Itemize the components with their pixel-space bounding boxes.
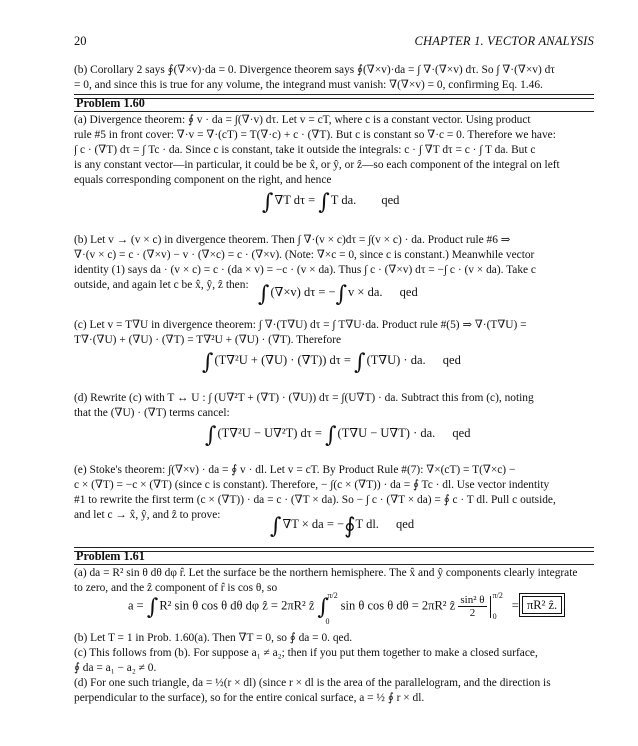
intro-line: (b) Corollary 2 says ∮(∇×v)·da = 0. Divergence theorem says ∮(∇×v)·da = ∫ ∇·(∇×v) dτ. So ∫ ∇·(∇×v) dτ <box>74 64 555 76</box>
integral-sign: ∫ <box>205 423 217 448</box>
integral-sign: ∫ <box>258 282 270 307</box>
evaluation-bar: π/2 0 <box>490 596 509 618</box>
problem-title: Problem 1.61 <box>76 549 145 563</box>
text-line: and let c → x̂, ŷ, and ẑ to prove: <box>74 509 221 521</box>
title-underline <box>74 111 594 112</box>
equation-b: ∫(∇×v) dτ = −∫v × da. qed <box>258 282 418 307</box>
text-line: (d) Rewrite (c) with T ↔ U : ∫ (U∇²T + (∇T) · (∇U)) dτ = ∫(U∇T) · da. Subtract this from (c), noting <box>74 392 534 404</box>
text-line: (a) Divergence theorem: ∮ v · da = ∫(∇·v) dτ. Let v = cT, where c is a constant vector. Using product <box>74 114 531 126</box>
text-line: (e) Stoke's theorem: ∫(∇×v) · da = ∮ v · dl. Let v = cT. By Product Rule #(7): ∇×(cT) = T(∇×c) − <box>74 464 516 476</box>
text-line: (a) da = R² sin θ dθ dφ r̂. Let the surface be the northern hemisphere. The x̂ and ŷ components clearly integrate <box>74 567 578 579</box>
equation-d: ∫(T∇²U − U∇²T) dτ = ∫(T∇U − U∇T) · da. qed <box>205 423 471 448</box>
integral-sign: ∫ <box>202 350 214 375</box>
equation-161a: a = ∫R² sin θ cos θ dθ dφ ẑ = 2πR² ẑ ∫ π/2 0 sin θ cos θ dθ = 2πR² ẑ $\frac{\text{sin² θ}}{2}$ π/2 0 = πR² ẑ. <box>128 594 562 620</box>
integral-sign: ∫ <box>270 514 282 539</box>
chapter-header: CHAPTER 1. VECTOR ANALYSIS <box>414 34 594 48</box>
text-line: perpendicular to the surface), so for the entire conical surface, a = ½ ∮ r × dl. <box>74 692 425 704</box>
fraction: $\frac{\text{sin² θ}}{2}$ <box>460 594 485 619</box>
integral-sign: ∫ <box>318 190 330 215</box>
text-line: that the (∇U) · (∇T) terms cancel: <box>74 407 230 419</box>
equation-a: ∫∇T dτ = ∫T da. qed <box>262 190 400 215</box>
integral-sign: ∫ <box>325 423 337 448</box>
qed-mark: qed <box>442 353 461 367</box>
text-line: (b) Let v → (v × c) in divergence theorem. Then ∫ ∇·(v × c)dτ = ∫(v × c) · da. Product rule #6 ⇒ <box>74 234 511 246</box>
text-line: c × (∇T) = −c × (∇T) (since c is constant). Therefore, − ∫(c × (∇T)) · da = ∮ Tc · dl. Use vector indentity <box>74 479 550 491</box>
text-line: to zero, and the ẑ component of r̂ is cos θ, so <box>74 582 278 594</box>
problem-divider <box>74 94 594 99</box>
text-line: (b) Let T = 1 in Prob. 1.60(a). Then ∇T = 0, so ∮ da = 0. qed. <box>74 632 353 644</box>
title-underline <box>74 564 594 565</box>
text-line: (d) For one such triangle, da = ½(r × dl) (since r × dl is the area of the parallelogram, and the direction is <box>74 677 551 689</box>
text-line: ∫ c · (∇T) dτ = ∫ Tc · da. Since c is constant, take it outside the integrals: c · ∫ ∇T dτ = c · ∫ T da. But c <box>74 144 536 156</box>
text-line: is any constant vector—in particular, it could be be x̂, or ŷ, or ẑ—so each component of the integral on left <box>74 159 560 171</box>
text-line: (c) This follows from (b). For suppose a₁ ≠ a₂; then if you put them together to make a closed surface, <box>74 647 538 659</box>
equation-e: ∫∇T × da = −∮T dl. qed <box>270 514 415 539</box>
intro-line: = 0, and since this is true for any volume, the integrand must vanish: ∇(∇×v) = 0, confirming Eq. 1.46. <box>74 79 543 91</box>
text-line: equals corresponding component on the right, and hence <box>74 174 332 186</box>
text-line: rule #5 in front cover: ∇·v = ∇·(cT) = T(∇·c) + c · (∇T). But c is constant so ∇·c = 0. Therefore we have: <box>74 129 556 141</box>
contour-integral-sign: ∮ <box>344 514 356 539</box>
equation-c: ∫(T∇²U + (∇U) · (∇T)) dτ = ∫(T∇U) · da. qed <box>202 350 461 375</box>
qed-mark: qed <box>396 517 415 531</box>
qed-mark: qed <box>452 426 471 440</box>
text-line: ∇·(v × c) = c · (∇×v) − v · (∇×c) = c · (∇×v). (Note: ∇×c = 0, since c is constant.) Meanwhile vector <box>74 249 535 261</box>
text-line: outside, and again let c be x̂, ŷ, ẑ then: <box>74 279 249 291</box>
text-line: #1 to rewrite the first term (c × (∇T)) · da = c · (∇T × da). So − ∫ c · (∇T × da) = ∮ c · T dl. Pull c outside, <box>74 494 556 506</box>
problem-divider <box>74 547 594 552</box>
text-line: ∮ da = a₁ − a₂ ≠ 0. <box>74 662 157 674</box>
integral-sign: ∫ <box>354 350 366 375</box>
integral-sign: ∫ <box>335 282 348 307</box>
boxed-result: πR² ẑ. <box>522 596 562 614</box>
problem-title: Problem 1.60 <box>76 96 145 110</box>
page-number: 20 <box>74 34 87 48</box>
text-line: T∇·(∇U) + (∇U) · (∇T) = T∇²U + (∇U) · (∇T). Therefore <box>74 334 342 346</box>
qed-mark: qed <box>399 285 418 299</box>
definite-integral: ∫ π/2 0 <box>317 591 338 627</box>
integral-sign: ∫ <box>262 190 274 215</box>
text-line: (c) Let v = T∇U in divergence theorem: ∫ ∇·(T∇U) dτ = ∫ T∇U·da. Product rule #(5) ⇒ ∇·(T∇U) = <box>74 319 527 331</box>
integral-sign: ∫ <box>146 595 159 621</box>
qed-mark: qed <box>381 193 400 207</box>
text-line: identity (1) says da · (v × c) = c · (da × v) = −c · (v × da). Thus ∫ c · (∇×v) dτ = −∫ c · (v × da). Take c <box>74 264 536 276</box>
